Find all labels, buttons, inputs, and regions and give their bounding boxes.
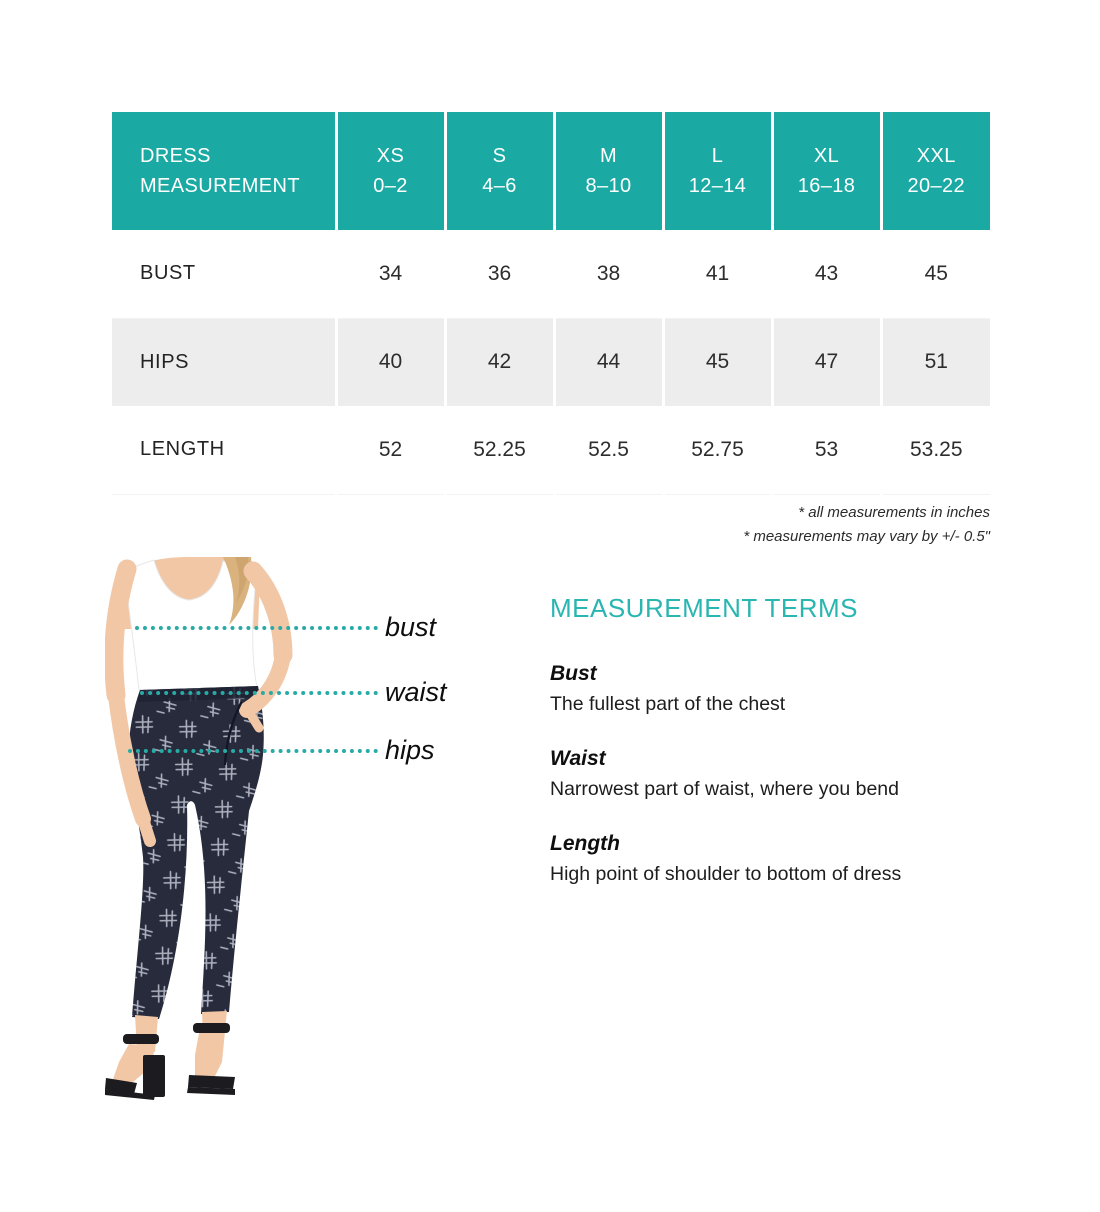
row-label: BUST — [112, 230, 336, 318]
footnote-line: * all measurements in inches — [798, 503, 990, 521]
size-column-header: XL 16–18 — [772, 112, 881, 230]
term-block — [550, 832, 1030, 886]
waist-measure-line — [140, 691, 378, 695]
size-column-header: L 12–14 — [663, 112, 772, 230]
measurement-guide-section — [0, 557, 1100, 1102]
corner-header-line1: DRESS — [140, 145, 211, 167]
measurement-cell: 45 — [881, 230, 990, 318]
measurement-cell: 52.25 — [445, 406, 554, 494]
measurement-cell: 34 — [336, 230, 445, 318]
table-row — [112, 318, 990, 406]
row-label: HIPS — [112, 318, 336, 406]
measurement-cell: 52.5 — [554, 406, 663, 494]
size-column-header: M 8–10 — [554, 112, 663, 230]
measurement-cell: 52 — [336, 406, 445, 494]
measurement-cell: 53.25 — [881, 406, 990, 494]
size-column-header: S 4–6 — [445, 112, 554, 230]
model-photo — [105, 557, 315, 1102]
measurement-cell: 40 — [336, 318, 445, 406]
size-chart-table — [112, 112, 990, 495]
measurement-cell: 38 — [554, 230, 663, 318]
measurement-cell: 52.75 — [663, 406, 772, 494]
term-definition: Narrowest part of waist, where you bend — [550, 777, 900, 800]
measurement-cell: 42 — [445, 318, 554, 406]
row-label: LENGTH — [112, 406, 336, 494]
measurement-cell: 44 — [554, 318, 663, 406]
measurement-terms — [550, 593, 1030, 917]
bust-measure-line — [135, 626, 378, 630]
term-name: Waist — [550, 746, 606, 770]
measurement-cell: 36 — [445, 230, 554, 318]
bust-label: bust — [385, 611, 437, 642]
term-definition: High point of shoulder to bottom of dress — [550, 862, 902, 885]
footnote-line: * measurements may vary by +/- 0.5" — [743, 527, 990, 545]
term-block — [550, 747, 1030, 801]
term-name: Length — [550, 831, 620, 855]
measurement-cell: 47 — [772, 318, 881, 406]
measurement-cell: 45 — [663, 318, 772, 406]
measurement-cell: 53 — [772, 406, 881, 494]
hips-measure-line — [128, 749, 378, 753]
corner-header — [112, 112, 336, 230]
corner-header-line2: MEASUREMENT — [140, 175, 300, 197]
hips-label: hips — [385, 734, 435, 765]
term-name: Bust — [550, 661, 597, 685]
size-chart-body — [112, 230, 990, 494]
left-shoe — [105, 1034, 165, 1100]
size-column-header: XS 0–2 — [336, 112, 445, 230]
size-chart-page — [0, 112, 1100, 1102]
measurement-cell: 51 — [881, 318, 990, 406]
footnotes — [112, 501, 990, 549]
term-block — [550, 662, 1030, 716]
table-row — [112, 230, 990, 318]
size-column-header: XXL 20–22 — [881, 112, 990, 230]
measurement-cell: 41 — [663, 230, 772, 318]
size-chart-header-row — [112, 112, 990, 230]
table-row — [112, 406, 990, 494]
terms-title: MEASUREMENT TERMS — [550, 592, 859, 623]
measurement-cell: 43 — [772, 230, 881, 318]
term-definition: The fullest part of the chest — [550, 692, 786, 715]
right-shoe — [187, 1023, 235, 1095]
waist-label: waist — [385, 676, 447, 707]
